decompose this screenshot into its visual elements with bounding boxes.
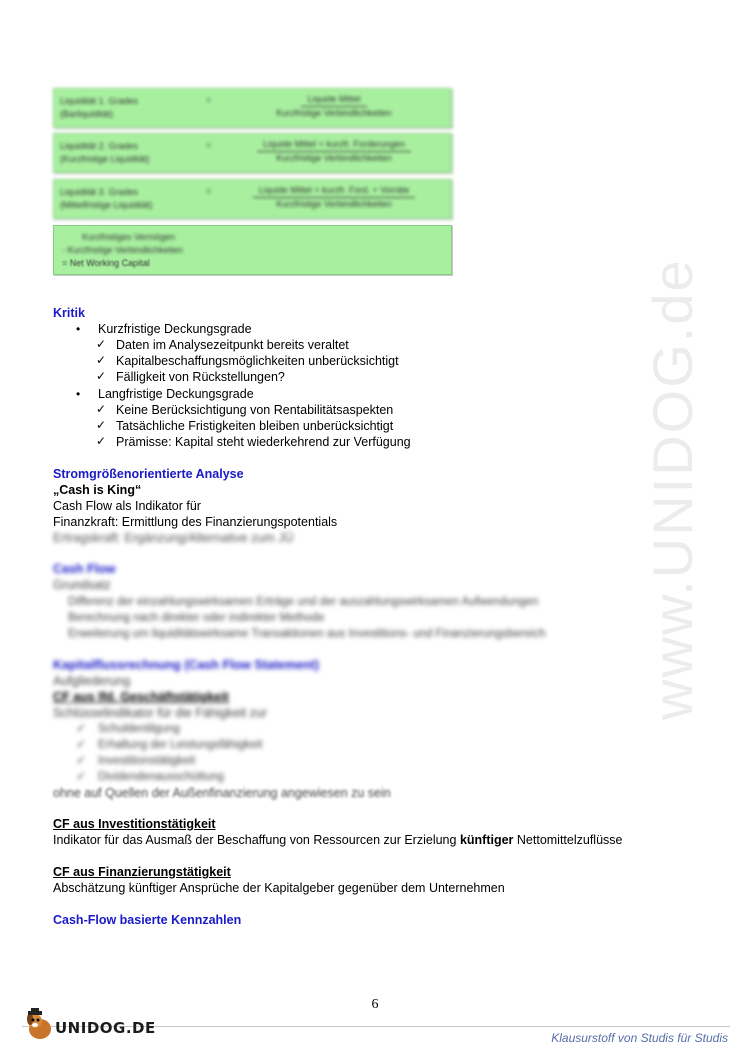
check-icon: ✓: [96, 418, 107, 432]
ratio-denominator: Kurzfristige Verbindlichkeiten: [276, 199, 392, 209]
cf-op-text: Schlüsselindikator für die Fähigkeit zur: [53, 706, 267, 720]
equals-sign: =: [206, 140, 212, 150]
ratio-label: Liquidität 2. Grades: [60, 141, 139, 151]
cashflow-sub: Grundsatz: [53, 578, 111, 592]
cashflow-item: Differenz der einzahlungswirksamen Erträge und der auszahlungswirksamen Aufwendungen: [68, 596, 539, 608]
invest-heading: CF aus Investitionstätigkeit: [53, 817, 216, 831]
equals-sign: =: [206, 95, 212, 105]
cashflow-heading: Cash Flow: [53, 562, 116, 576]
nwc-line-2: - Kurzfristige Verbindlichkeiten: [62, 245, 184, 255]
equals-sign: =: [206, 186, 212, 196]
watermark: www.UNIDOG.de: [641, 258, 704, 720]
cf-op-tail: ohne auf Quellen der Außenfinanzierung angewiesen zu sein: [53, 786, 391, 800]
nwc-line-3: = Net Working Capital: [62, 258, 150, 268]
invest-text: [53, 832, 623, 848]
ratio-label: Liquidität 3. Grades: [60, 187, 139, 197]
check-icon: ✓: [96, 369, 107, 383]
cf-op-item: Dividendenausschüttung: [98, 771, 224, 783]
ratio-box-1: [53, 88, 452, 128]
bullet-dot: •: [76, 387, 81, 401]
bullet-dot: •: [76, 322, 81, 336]
ratio-sublabel: (Mittelfristige Liquidität): [60, 200, 153, 210]
invest-text-start: Indikator für das Ausmaß der Beschaffung von Ressourcen zur Erzielung: [53, 833, 460, 847]
cf-op-item: Investitionstätigkeit: [98, 755, 196, 767]
check-icon: ✓: [96, 353, 107, 367]
kritik-item: Kapitalbeschaffungsmöglichkeiten unberücksichtigt: [116, 354, 399, 368]
unidog-logo: [22, 1007, 162, 1047]
check-icon: ✓: [76, 769, 87, 783]
invest-text-end: Nettomittelzuflüsse: [513, 833, 623, 847]
check-icon: ✓: [96, 434, 107, 448]
cashflow-item: Berechnung nach direkter oder indirekter Methode: [68, 612, 325, 624]
kritik-item: Keine Berücksichtigung von Rentabilitätsaspekten: [116, 403, 394, 417]
check-icon: ✓: [96, 402, 107, 416]
cf-op-heading: CF aus lfd. Geschäftstätigkeit: [53, 690, 229, 704]
ratio-numerator: Liquide Mittel + kurzfr. Ford. + Vorräte: [253, 184, 416, 198]
strom-line-1: Cash Flow als Indikator für: [53, 499, 201, 513]
cashflow-item: Erweiterung um liquiditätswirksame Transaktionen aus Investitions- und Finanzierungsbereich: [68, 628, 546, 640]
kapitalfluss-heading: Kapitalflussrechnung (Cash Flow Statement): [53, 658, 320, 672]
kritik-heading: Kritik: [53, 306, 85, 320]
ratio-label: Liquidität 1. Grades: [60, 96, 139, 106]
ratio-denominator: Kurzfristige Verbindlichkeiten: [276, 153, 392, 163]
net-working-capital-box: [53, 225, 452, 275]
nwc-line-1: Kurzfristiges Vermögen: [82, 232, 176, 242]
ratio-box-3: [53, 179, 452, 219]
check-icon: ✓: [76, 737, 87, 751]
strom-heading: Stromgrößenorientierte Analyse: [53, 467, 244, 481]
strom-motto: „Cash is King“: [53, 483, 142, 497]
check-icon: ✓: [96, 337, 107, 351]
kritik-bullet-2: Langfristige Deckungsgrade: [98, 387, 254, 401]
cf-op-item: Erhaltung der Leistungsfähigkeit: [98, 739, 263, 751]
ratio-sublabel: (Barliquidität): [60, 109, 114, 119]
ratio-denominator: Kurzfristige Verbindlichkeiten: [276, 108, 392, 118]
kritik-item: Tatsächliche Fristigkeiten bleiben unberücksichtigt: [116, 419, 394, 433]
finanz-text: Abschätzung künftiger Ansprüche der Kapitalgeber gegenüber dem Unternehmen: [53, 881, 505, 895]
kritik-item: Daten im Analysezeitpunkt bereits veraltet: [116, 338, 349, 352]
page-number: 6: [371, 997, 379, 1012]
ratio-numerator: Liquide Mittel: [301, 93, 366, 107]
check-icon: ✓: [76, 753, 87, 767]
kritik-bullet-1: Kurzfristige Deckungsgrade: [98, 322, 252, 336]
kapitalfluss-sub: Aufgliederung: [53, 674, 131, 688]
cf-op-item: Schuldentilgung: [98, 723, 180, 735]
kritik-item: Fälligkeit von Rückstellungen?: [116, 370, 285, 384]
finanz-heading: CF aus Finanzierungstätigkeit: [53, 865, 231, 879]
ratio-numerator: Liquide Mittel + kurzfr. Forderungen: [257, 138, 411, 152]
strom-line-2: Finanzkraft: Ermittlung des Finanzierungspotentials: [53, 515, 338, 529]
invest-text-bold: künftiger: [459, 833, 514, 847]
cf-kennzahlen-heading: Cash-Flow basierte Kennzahlen: [53, 913, 242, 927]
kritik-item: Prämisse: Kapital steht wiederkehrend zur Verfügung: [116, 435, 411, 449]
footer-tagline: Klausurstoff von Studis für Studis: [551, 1031, 728, 1045]
dog-icon: [22, 1007, 58, 1043]
logo-text: UNIDOG.DE: [55, 1019, 156, 1037]
ratio-box-2: [53, 133, 452, 173]
strom-line-3: Ertragskraft: Ergänzung/Alternative zum JÜ: [53, 531, 294, 545]
check-icon: ✓: [76, 721, 87, 735]
ratio-sublabel: (Kurzfristige Liquidität): [60, 154, 150, 164]
